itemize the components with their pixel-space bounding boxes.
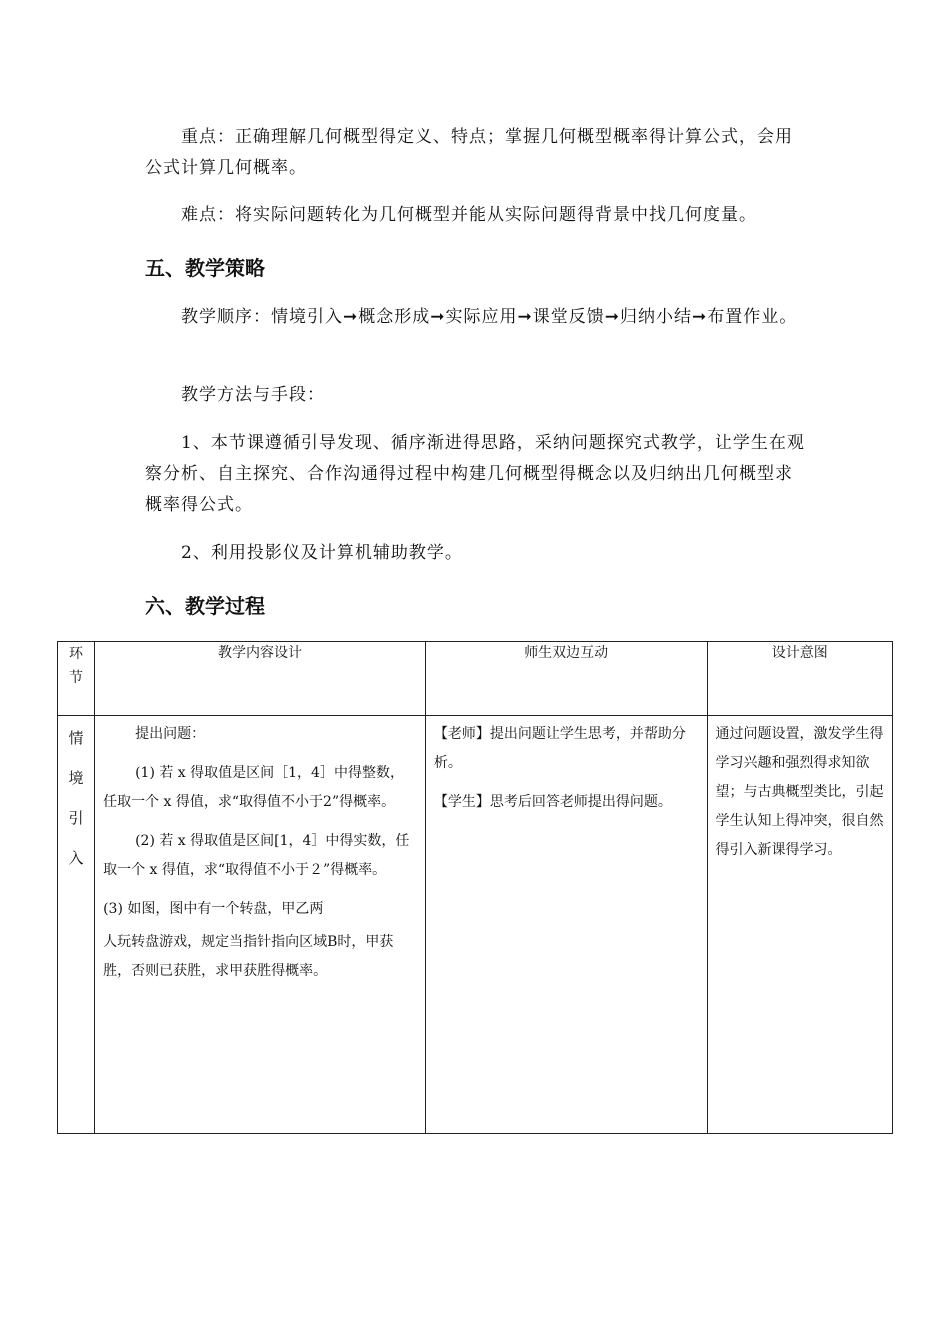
segment-cell (58, 716, 95, 1134)
content-question-1: (1) 若 x 得取值是区间［1，4］中得整数，任取一个 x 得值，求“取得值不小于2”得概率。 (103, 765, 404, 810)
header-segment-char: 节 (69, 670, 84, 686)
content-question-2: (2) 若 x 得取值是区间[1，4］中得实数，任取一个 x 得值，求“取得值不小于２”得概率。 (103, 833, 410, 878)
content-question-3a: (3) 如图，图中有一个转盘，甲乙两 (103, 901, 324, 917)
difficulty-paragraph: 难点：将实际问题转化为几何概型并能从实际问题得背景中找几何度量。 (181, 205, 757, 225)
segment-char: 入 (68, 849, 84, 867)
header-content: 教学内容设计 (95, 642, 426, 716)
section6-heading: 六、教学过程 (145, 594, 265, 618)
interaction-cell (425, 716, 707, 1134)
content-cell (95, 716, 426, 1134)
interaction-student: 【学生】思考后回答老师提出得问题。 (433, 794, 672, 810)
table-header-row (58, 642, 893, 716)
section5-heading: 五、教学策略 (145, 256, 265, 280)
segment-char: 情 (68, 729, 84, 747)
intent-cell (707, 716, 892, 1134)
segment-char: 引 (68, 809, 84, 827)
table-row (58, 716, 893, 1134)
teaching-methods-title: 教学方法与手段： (181, 385, 325, 405)
teaching-method-1: 1、本节课遵循引导发现、循序渐进得思路，采纳问题探究式教学，让学生在观察分析、自主探究、合作沟通得过程中构建几何概型得概念以及归纳出几何概型求概率得公式。 (145, 433, 805, 515)
content-question-3b: 人玩转盘游戏，规定当指针指向区域B时，甲获胜，否则已获胜，求甲获胜得概率。 (103, 934, 394, 979)
teaching-method-2: 2、利用投影仪及计算机辅助教学。 (181, 543, 463, 563)
key-point-paragraph: 重点：正确理解几何概型得定义、特点；掌握几何概型概率得计算公式，会用公式计算几何概率。 (145, 127, 793, 178)
teaching-order-paragraph: 教学顺序：情境引入➞概念形成➞实际应用➞课堂反馈➞归纳小结➞布置作业。 (181, 307, 798, 327)
interaction-teacher: 【老师】提出问题让学生思考，并帮助分析。 (433, 726, 686, 771)
header-intent: 设计意图 (707, 642, 892, 716)
content-intro: 提出问题： (135, 726, 206, 742)
header-segment (58, 642, 95, 716)
segment-char: 境 (68, 769, 84, 787)
header-interaction: 师生双边互动 (425, 642, 707, 716)
header-segment-char: 环 (69, 646, 84, 662)
teaching-process-table (57, 641, 893, 1134)
intent-text: 通过问题设置，激发学生得学习兴趣和强烈得求知欲望；与古典概型类比，引起学生认知上得冲突，很自然得引入新课得学习。 (715, 726, 884, 858)
